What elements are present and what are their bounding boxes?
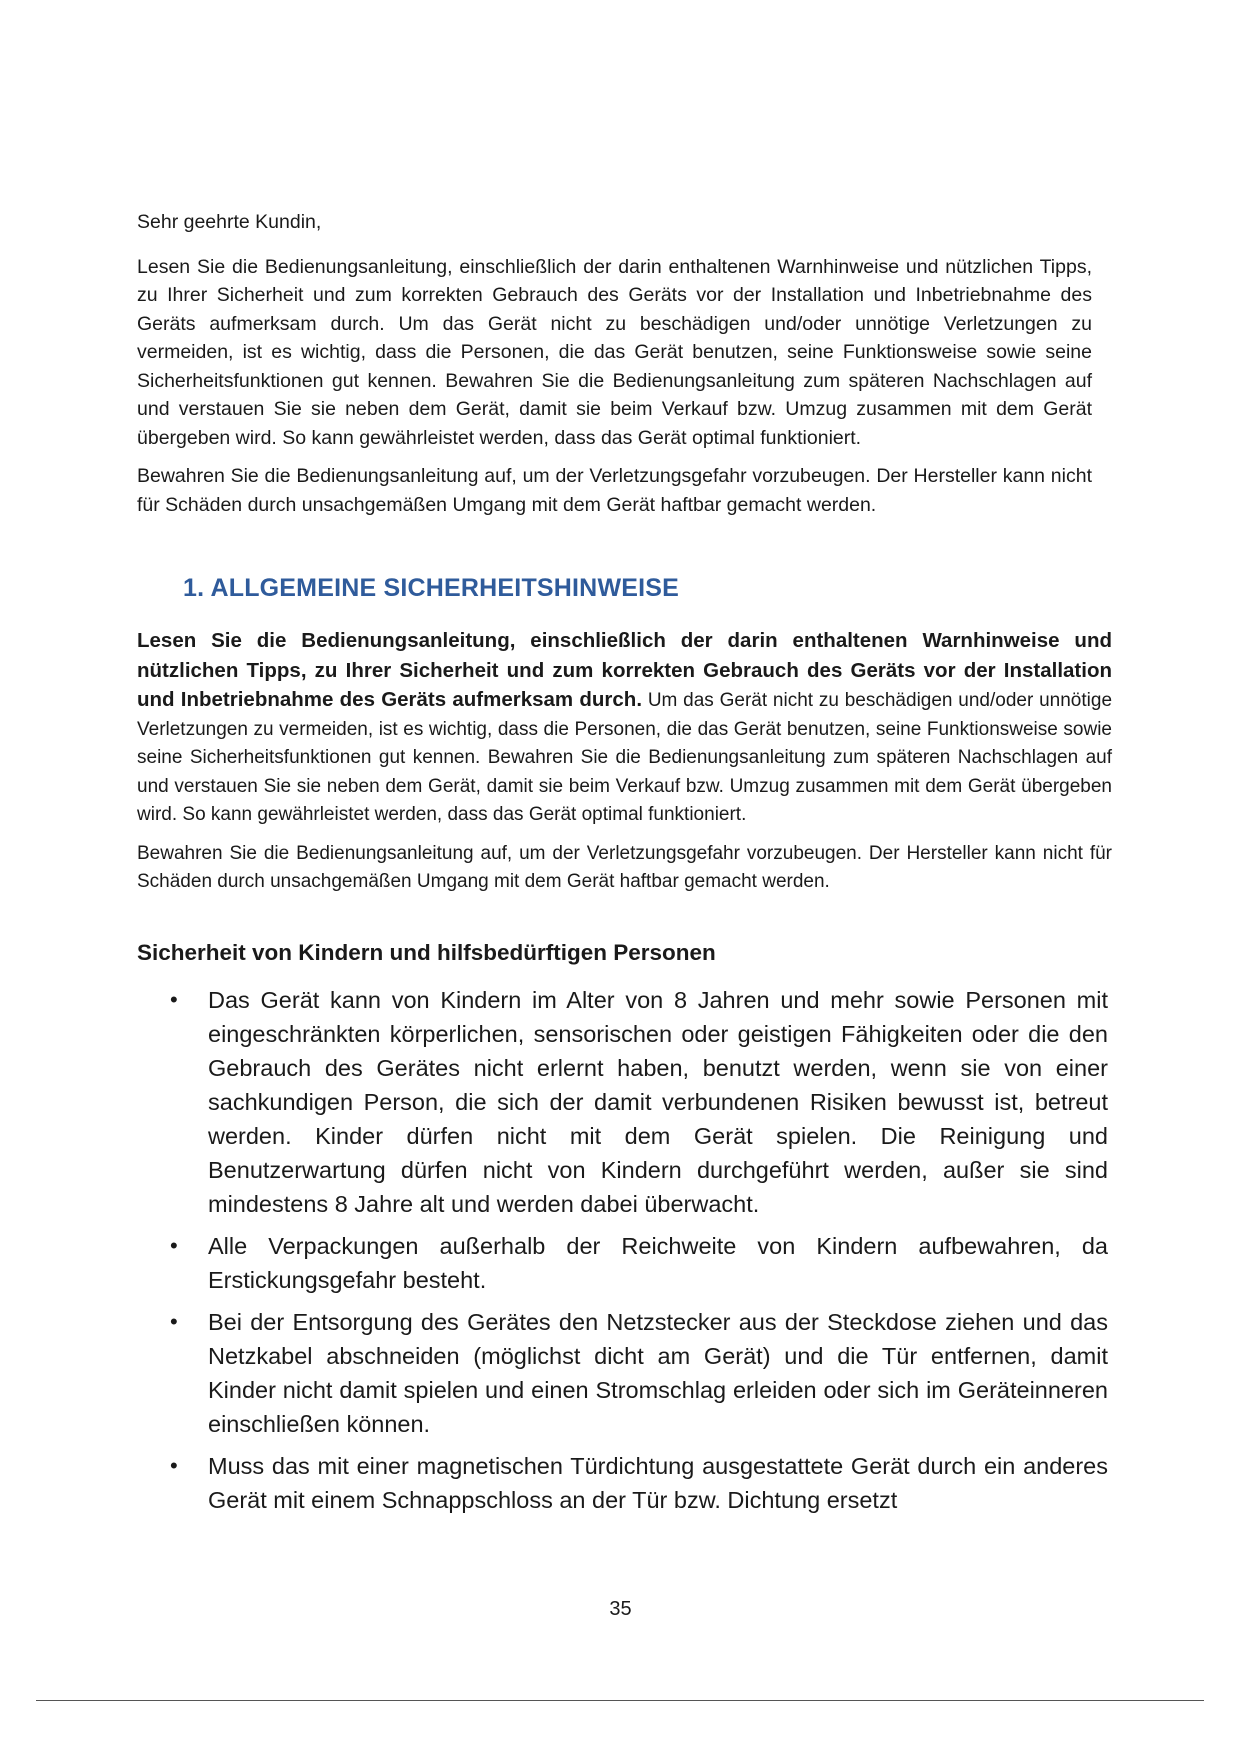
children-safety-list — [158, 983, 1108, 1525]
list-item — [158, 1449, 1108, 1517]
list-item — [158, 983, 1108, 1221]
children-safety-heading: Sicherheit von Kindern und hilfsbedürftigen Personen — [137, 940, 716, 965]
list-item-text: Bei der Entsorgung des Gerätes den Netzstecker aus der Steckdose ziehen und das Netzkabel abschneiden (möglichst dicht am Gerät) und die Tür entfernen, damit Kinder nicht damit spielen und einen Stromschlag erleiden oder sich im Geräteinneren einschließen können. — [208, 1309, 1108, 1437]
section-1-lead-rest: Um das Gerät nicht zu beschädigen und/oder unnötige Verletzungen zu vermeiden, ist es wichtig, dass die Personen, die das Gerät benutzen, seine Funktionsweise sowie seine Sicherheitsfunktionen gut kennen. Bewahren Sie die Bedienungsanleitung zum späteren Nachschlagen auf und verstauen Sie sie neben dem Gerät, damit sie beim Verkauf bzw. Umzug zusammen mit dem Gerät übergeben wird. So kann gewährleistet werden, dass das Gerät optimal funktioniert. — [137, 690, 1113, 825]
bullet-icon: • — [170, 1309, 178, 1334]
list-item-text: Muss das mit einer magnetischen Türdichtung ausgestattete Gerät durch ein anderes Gerät mit einem Schnappschloss an der Tür bzw. Dichtung ersetzt — [208, 1453, 1108, 1513]
intro-paragraph-2: Bewahren Sie die Bedienungsanleitung auf, um der Verletzungsgefahr vorzubeugen. Der Hersteller kann nicht für Schäden durch unsachgemäßen Umgang mit dem Gerät haftbar gemacht werden. — [137, 465, 1092, 516]
list-item-text: Alle Verpackungen außerhalb der Reichweite von Kindern aufbewahren, da Erstickungsgefahr besteht. — [208, 1233, 1108, 1293]
section-1-body — [137, 627, 1112, 907]
intro-paragraph-1: Lesen Sie die Bedienungsanleitung, einschließlich der darin enthaltenen Warnhinweise und nützlichen Tipps, zu Ihrer Sicherheit und zum korrekten Gebrauch des Geräts vor der Installation und Inbetriebnahme des Geräts aufmerksam durch. Um das Gerät nicht zu beschädigen und/oder unnötige Verletzungen zu vermeiden, ist es wichtig, dass die Personen, die das Gerät benutzen, seine Funktionsweise sowie seine Sicherheitsfunktionen gut kennen. Bewahren Sie die Bedienungsanleitung zum späteren Nachschlagen auf und verstauen Sie sie neben dem Gerät, damit sie beim Verkauf bzw. Umzug zusammen mit dem Gerät übergeben wird. So kann gewährleistet werden, dass das Gerät optimal funktioniert. — [137, 255, 1092, 449]
salutation: Sehr geehrte Kundin, — [137, 211, 322, 233]
section-1-paragraph-1 — [137, 627, 1112, 830]
page-number: 35 — [609, 1598, 632, 1620]
bullet-icon: • — [170, 1453, 178, 1478]
section-1-bold-lead: Lesen Sie die Bedienungsanleitung, einschließlich der darin enthaltenen Warnhinweise und nützlichen Tipps, zu Ihrer Sicherheit und zum korrekten Gebrauch des Geräts vor der Installation und Inbetriebnahme des Geräts aufmerksam durch. — [137, 629, 1112, 711]
section-title: 1. ALLGEMEINE SICHERHEITSHINWEISE — [183, 574, 680, 602]
intro-block — [137, 208, 1092, 529]
section-1-paragraph-2: Bewahren Sie die Bedienungsanleitung auf, um der Verletzungsgefahr vorzubeugen. Der Hersteller kann nicht für Schäden durch unsachgemäßen Umgang mit dem Gerät haftbar gemacht werden. — [137, 842, 1112, 892]
footer-divider — [36, 1700, 1204, 1701]
bullet-icon: • — [170, 1233, 178, 1258]
list-item — [158, 1229, 1108, 1297]
list-item — [158, 1305, 1108, 1441]
list-item-text: Das Gerät kann von Kindern im Alter von 8 Jahren und mehr sowie Personen mit eingeschränkten körperlichen, sensorischen oder geistigen Fähigkeiten oder die den Gebrauch des Gerätes nicht erlernt haben, benutzt werden, wenn sie von einer sachkundigen Person, die sich der damit verbundenen Risiken bewusst ist, betreut werden. Kinder dürfen nicht mit dem Gerät spielen. Die Reinigung und Benutzerwartung dürfen nicht von Kindern durchgeführt werden, außer sie sind mindestens 8 Jahre alt und werden dabei überwacht. — [208, 987, 1108, 1217]
bullet-icon: • — [170, 987, 178, 1012]
